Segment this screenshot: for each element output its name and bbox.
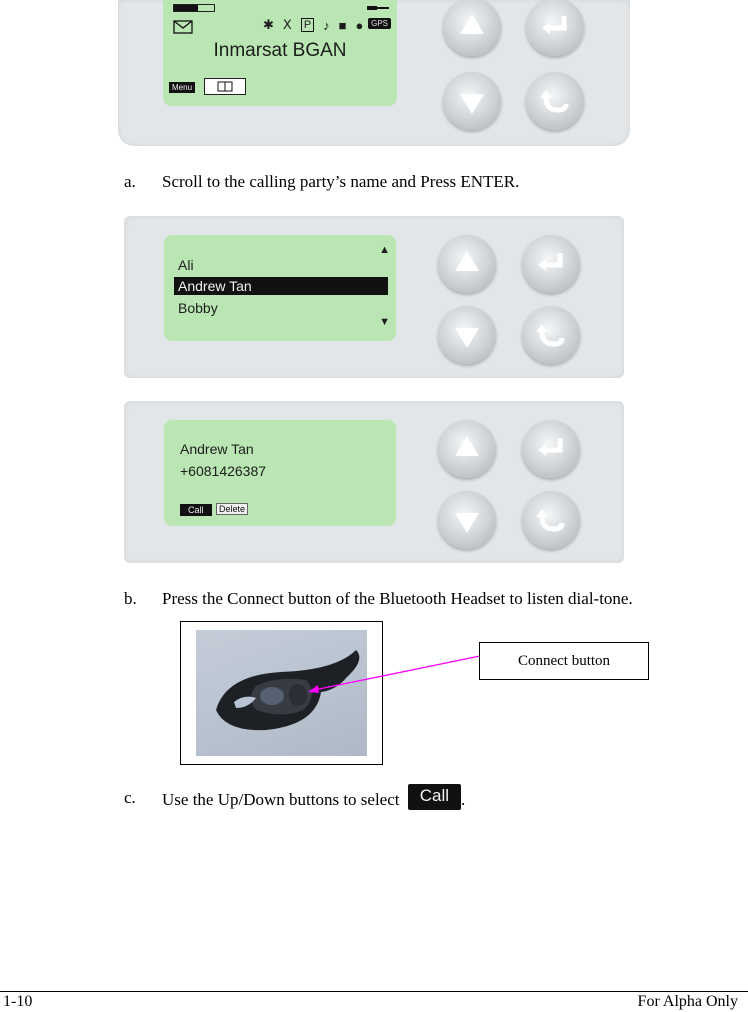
battery-icon <box>173 4 215 12</box>
step-b-text: Press the Connect button of the Bluetooth Headset to listen dial-tone. <box>162 589 633 608</box>
step-a-label: a. <box>124 172 136 191</box>
back-button[interactable] <box>522 306 580 364</box>
enter-icon <box>522 420 580 478</box>
device-panel-contacts <box>124 216 624 378</box>
back-button[interactable] <box>522 491 580 549</box>
down-arrow-icon <box>438 491 496 549</box>
back-icon <box>522 306 580 364</box>
step-c-suffix: . <box>461 789 466 809</box>
device-panel-details <box>124 401 624 563</box>
lcd-home-screen <box>163 0 397 106</box>
contact-row-selected[interactable]: Andrew Tan <box>174 277 388 295</box>
footer-page-number: 1-10 <box>3 993 33 1010</box>
up-arrow-icon <box>438 235 496 293</box>
device-panel-home <box>118 0 630 146</box>
up-button[interactable] <box>443 0 501 56</box>
turtle-icon: ● <box>355 17 364 33</box>
parking-icon: P <box>301 18 314 32</box>
scroll-down-indicator: ▼ <box>379 316 390 328</box>
up-arrow-icon <box>443 0 501 56</box>
enter-icon <box>526 0 584 56</box>
gps-badge: GPS <box>368 18 391 29</box>
back-button[interactable] <box>526 72 584 130</box>
callout-arrow <box>300 650 485 700</box>
step-c-content <box>162 788 465 814</box>
enter-button[interactable] <box>522 235 580 293</box>
back-icon <box>522 491 580 549</box>
call-button-image: Call <box>408 784 461 810</box>
scroll-up-indicator: ▲ <box>379 244 390 256</box>
step-c-text: Use the Up/Down buttons to select <box>162 789 400 809</box>
phonebook-icon <box>205 79 245 94</box>
down-arrow-icon <box>438 306 496 364</box>
lcd-contact-details <box>164 420 396 526</box>
back-icon <box>526 72 584 130</box>
envelope-icon <box>173 20 193 34</box>
phonebook-softkey[interactable] <box>204 78 246 95</box>
contact-name: Andrew Tan <box>180 441 254 457</box>
up-arrow-icon <box>438 420 496 478</box>
step-a-text: Scroll to the calling party’s name and Press ENTER. <box>162 172 520 191</box>
up-button[interactable] <box>438 420 496 478</box>
enter-icon <box>522 235 580 293</box>
enter-button[interactable] <box>526 0 584 56</box>
delete-softkey[interactable]: Delete <box>216 503 248 515</box>
step-c-label: c. <box>124 788 136 807</box>
down-arrow-icon <box>443 72 501 130</box>
footer-rule <box>0 991 748 992</box>
step-b-label: b. <box>124 589 137 608</box>
contact-row[interactable]: Bobby <box>178 300 218 316</box>
down-button[interactable] <box>438 306 496 364</box>
down-button[interactable] <box>438 491 496 549</box>
down-button[interactable] <box>443 72 501 130</box>
lcd-title: Inmarsat BGAN <box>213 40 347 61</box>
enter-button[interactable] <box>522 420 580 478</box>
footer-note: For Alpha Only <box>637 993 738 1010</box>
music-icon: ♪ <box>323 17 330 33</box>
contact-number: +6081426387 <box>180 463 267 479</box>
bluetooth-icon: ✱ <box>263 17 274 32</box>
up-button[interactable] <box>438 235 496 293</box>
menu-softkey[interactable]: Menu <box>169 82 195 93</box>
antenna-icon: Ⅹ <box>282 17 292 32</box>
contact-row[interactable]: Ali <box>178 257 194 273</box>
call-softkey[interactable]: Call <box>180 504 212 516</box>
lock-icon: ■ <box>338 17 347 33</box>
connect-button-callout: Connect button <box>479 642 649 680</box>
power-plug-icon <box>367 3 389 13</box>
lcd-contact-list <box>164 235 396 341</box>
